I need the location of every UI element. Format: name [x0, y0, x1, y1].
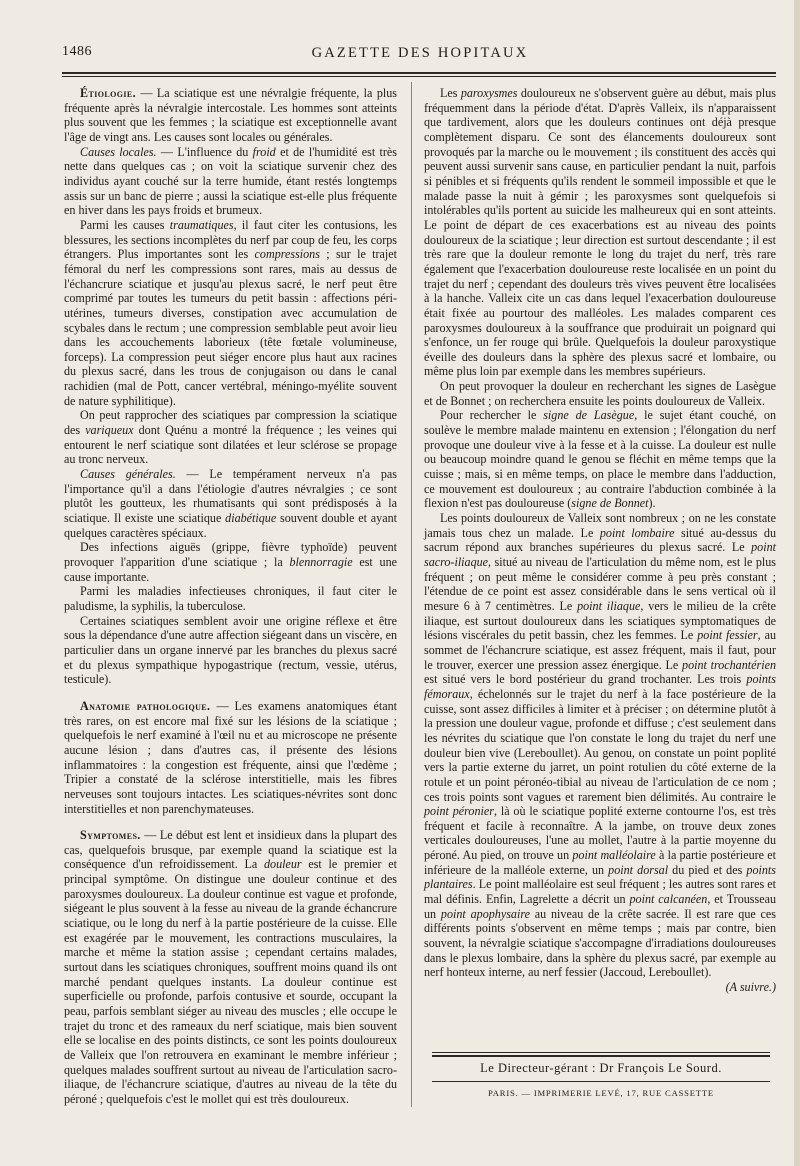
header-rule-thick: [62, 72, 776, 74]
paragraph-causes-generales: Causes générales. — Le tempérament nerveux n'a pas l'importance qu'il a dans l'étiologie d'autres névralgies ; ce sont plutôt les goutteux, les rhumatisants qui sont prédisposés à la sciatique. Il existe une sciatique diabétique souvent double et ayant quelques caractères spéciaux.: [64, 467, 397, 540]
paragraph-causes-locales: Causes locales. — L'influence du froid et de l'humidité est très nette dans quelques cas ; on voit la sciatique survenir chez des individus ayant couché sur la terre humide, étant restés longtemps assis sur un banc de pierre ; aussi la sciatique est-elle plus fréquente en hiver dans les pays froids et brumeux.: [64, 144, 397, 218]
paragraph-symptomes: Symptomes. — Le début est lent et insidieux dans la plupart des cas, quelquefois brusque, par exemple quand la sciatique est la conséquence d'un refroidissement. La douleur est le premier et principal symptôme. On distingue une douleur continue et des paroxysmes douloureux. La douleur continue est vague et profonde, siégeant le plus souvent à la fesse au niveau de la grande échancrure sciatique, ou le long du nerf à la partie postérieure de la cuisse. Elle est exagérée par le mouvement, les contractions musculaires, la marche et même la station assise ; cependant certains malades, surtout dans les sciatiques chroniques, souffrent moins quand ils ont marché pendant quelques instants. La douleur continue est superficielle ou profonde, parfois contusive et sourde, occupant la peau, parfois semblant siéger au niveau des muscles ; elle occupe le trajet du tronc et des rameaux du nerf sciatique, mais bien souvent elle se localise en des points distincts, ce sont les points douloureux de Valleix que l'on retrouvera en examinant le membre inférieur ; quelques malades souffrent surtout au niveau de l'articulation sacro-iliaque, de l'échancrure sciatique, d'autres au niveau de la tête du péroné ; quelquefois c'est le mollet qui est très douloureux.: [64, 828, 398, 1106]
section-heading-anatomie: Anatomie pathologique.: [80, 698, 211, 713]
right-column: [424, 86, 776, 995]
header-rule-thin: [62, 76, 776, 77]
paragraph-sciatique-variqueux: On peut rapprocher des sciatiques par compression la sciatique des variqueux dont Quénu a montré la fréquence ; les veines qui entourent le nerf sciatique sont dilatées et leur sclérose se propage au tronc nerveux.: [64, 408, 397, 467]
to-be-continued: (A suivre.): [725, 980, 776, 995]
journal-title: GAZETTE DES HOPITAUX: [311, 45, 529, 61]
paragraph-etiologie: Étiologie. — La sciatique est une névralgie fréquente, la plus fréquente après la névralgie intercostale. Les hommes sont atteints plus souvent que les femmes ; la sciatique est exceptionnelle avant l'âge de vingt ans. Les causes sont locales ou générales.: [64, 86, 397, 144]
paragraph-origine-reflexe: Certaines sciatiques semblent avoir une origine réflexe et être sous la dépendance d'une autre affection siégeant dans un viscère, en particulier dans un organe innervé par les branches du plexus sacré et du plexus sympathique hypogastrique (rectum, vessie, utérus, testicule).: [64, 613, 397, 687]
footer-rule-thin: [432, 1052, 770, 1053]
section-heading-etiologie: Étiologie.: [80, 86, 136, 100]
page-number: 1486: [62, 44, 92, 59]
binding-edge: [794, 0, 800, 1166]
paragraph-points-valleix: Les points douloureux de Valleix sont nombreux ; on ne les constate jamais tous chez un malade. Le point lombaire situé au-dessus du sacrum répond aux branches supérieures du plexus sacré. Le point sacro-iliaque, situé au niveau de l'articulation du même nom, est le plus fréquent ; on peut même le considérer comme à peu près constant ; l'étendue de ce point est assez considérable dans le sens vertical où il mesure 6 à 7 centimètres. Le point iliaque, vers le milieu de la crête iliaque, est surtout douloureux dans les sciatiques symptomatiques de lésions viscérales du petit bassin, chez les femmes. Le point fessier, au sommet de l'échancrure sciatique, est assez fréquent, mais il faut, pour le trouver, exercer une pression assez énergique. Le point trochantérien est situé vers le bord postérieur du grand trochanter. Les trois points fémoraux, échelonnés sur le trajet du nerf à la face postérieure de la cuisse, sont assez difficiles à limiter et à préciser ; on détermine plutôt à la pression une douleur vague, profonde et diffuse ; c'est seulement dans les névrites du sciatique que l'on constate le long du trajet du nerf une douleur bien vive (Lereboullet). Au genou, on constate un point poplité vers la partie externe du jarret, un point rotulien du côté externe de la rotule et un point péronéo-tibial au niveau de l'articulation de ce nom ; ces trois points sont vagues et rarement bien délimités. Au contraire le point péronier, là où le sciatique poplité externe contourne l'os, est très fréquent et facile à reconnaître. A la jambe, on trouve deux zones verticales douloureuses, l'une au mollet, l'autre à la partie moyenne du péroné. Au pied, on trouve un point malléolaire à la partie postérieure et inférieure de la malléole externe, un point dorsal du pied et des points plantaires. Le point malléolaire est seul fréquent ; les autres sont rares et mal définis. Enfin, Lagrelette a décrit un point calcanéen, et Trousseau un point apophysaire au niveau de la crête sacrée. Il est rare que ces différents points s'observent en même temps ; mais par contre, bien souvent, la névralgie sciatique s'accompagne d'irradiations douloureuses dans le plexus lombaire, dans la sphère du plexus sacré, par exemple au nerf honteux interne, au nerf fessier (Jaccoud, Lereboullet). (A suivre.): [424, 511, 777, 995]
paragraph-paroxysmes: Les paroxysmes douloureux ne s'observent guère au début, mais plus fréquemment dans la période d'état. D'après Valleix, ils n'apparaissent que tardivement, alors que les douleurs continues ont déjà presque complètement disparu. Ce sont des élancements douloureux sont provoqués par la marche ou le mouvement ; ils constituent des accès qui peuvent aussi survenir sans cause, en particulier pendant la nuit, parfois si pénibles et si fréquents qu'ils rendent le sommeil impossible et que le malade passe la nuit à gémir ; les paroxysmes sont quelquefois si intolérables qu'ils portent au suicide les malheureux qui en sont atteints. Le point de départ de ces exacerbations est au niveau des points douloureux de la sciatique ; leur direction est surtout descendante ; il est très rare que la douleur remonte le long du trajet du nerf, très rare également que l'exacerbation douloureuse reste localisée en un point du trajet du nerf ; cependant des douleurs très vives peuvent être localisées à la hanche. Valleix cite un cas dans lequel l'exacerbation douloureuse était fixée au pourtour des malléoles. Les malades comparent ces paroxysmes douloureux à la souffrance que produirait un poignard qui s'enfonce, un fer rouge qui brûle. Quelquefois la douleur paroxystique éveille des douleurs dans la sphère des plexus sacré et lombaire, ou même plus loin par exemple dans les membres supérieurs.: [424, 86, 776, 379]
paragraph-signe-lasegue: Pour rechercher le signe de Lasègue, le sujet étant couché, on soulève le membre malade maintenu en extension ; l'élongation du nerf provoque une douleur vive à la fesse et à la cuisse. La douleur est nulle ou beaucoup moindre quand le genou se fléchit en même temps que la cuisse ; mais, si en même temps, on place le membre dans l'adduction, ce mouvement est douloureux ; au contraire l'abduction combinée à la flexion n'est pas douloureuse (signe de Bonnet).: [424, 408, 776, 511]
footer-rule-thick: [432, 1055, 770, 1057]
paragraph-infections-aigues: Des infections aiguës (grippe, fièvre typhoïde) peuvent provoquer l'apparition d'une sciatique ; la blennorragie est une cause importante.: [64, 540, 397, 584]
footer-rule-lower: [432, 1081, 770, 1082]
printer-imprint: PARIS. — IMPRIMERIE LEVÉ, 17, RUE CASSETTE: [488, 1088, 714, 1098]
page-header: [62, 44, 778, 66]
left-column: [64, 86, 397, 1107]
paragraph-provoquer-douleur: On peut provoquer la douleur en recherchant les signes de Lasègue et de Bonnet ; on recherchera ensuite les points douloureux de Valleix.: [424, 379, 776, 408]
director-signature: Le Directeur-gérant : Dr François Le Sourd.: [480, 1061, 722, 1075]
paragraph-anatomie-pathologique: Anatomie pathologique. — Les examens anatomiques étant très rares, on est encore mal fixé sur les lésions de la sciatique ; quelquefois le nerf examiné à l'œil nu et au microscope ne présente aucune lésion ; dans d'autres cas, il présente des lésions inflammatoires : la congestion est fréquente, ainsi que l'œdème ; Tripier a constaté de la sclérose interstitielle, mais les fibres nerveuses sont toujours intactes. Les sciatiques-névrites sont donc interstitielles et non parenchymateuses.: [64, 698, 397, 816]
column-divider: [411, 82, 412, 1107]
section-heading-symptomes: Symptomes.: [80, 828, 141, 843]
paragraph-causes-traumatiques: Parmi les causes traumatiques, il faut citer les contusions, les blessures, les sections incomplètes du nerf par coup de feu, les corps étrangers. Plus importantes sont les compressions ; sur le trajet fémoral du nerf les compressions sont rares, mais au dessus de l'échancrure sciatique et jusqu'au plexus sacré, le nerf peut être comprimé par toutes les tumeurs du petit bassin : affections péri-utérines, tumeurs diverses, constipation avec accumulation de scybales dans le rectum ; une compression semblable peut avoir lieu dans les accouchements laborieux (tête fœtale volumineuse, forceps). La compression peut siéger encore plus haut aux racines du plexus sacré, dans les trous de conjugaison ou dans le canal rachidien (mal de Pott, cancer vertébral, méningo-myélite souvent de nature syphilitique).: [64, 217, 397, 408]
paragraph-maladies-chroniques: Parmi les maladies infectieuses chroniques, il faut citer le paludisme, la syphilis, la tuberculose.: [64, 584, 397, 613]
